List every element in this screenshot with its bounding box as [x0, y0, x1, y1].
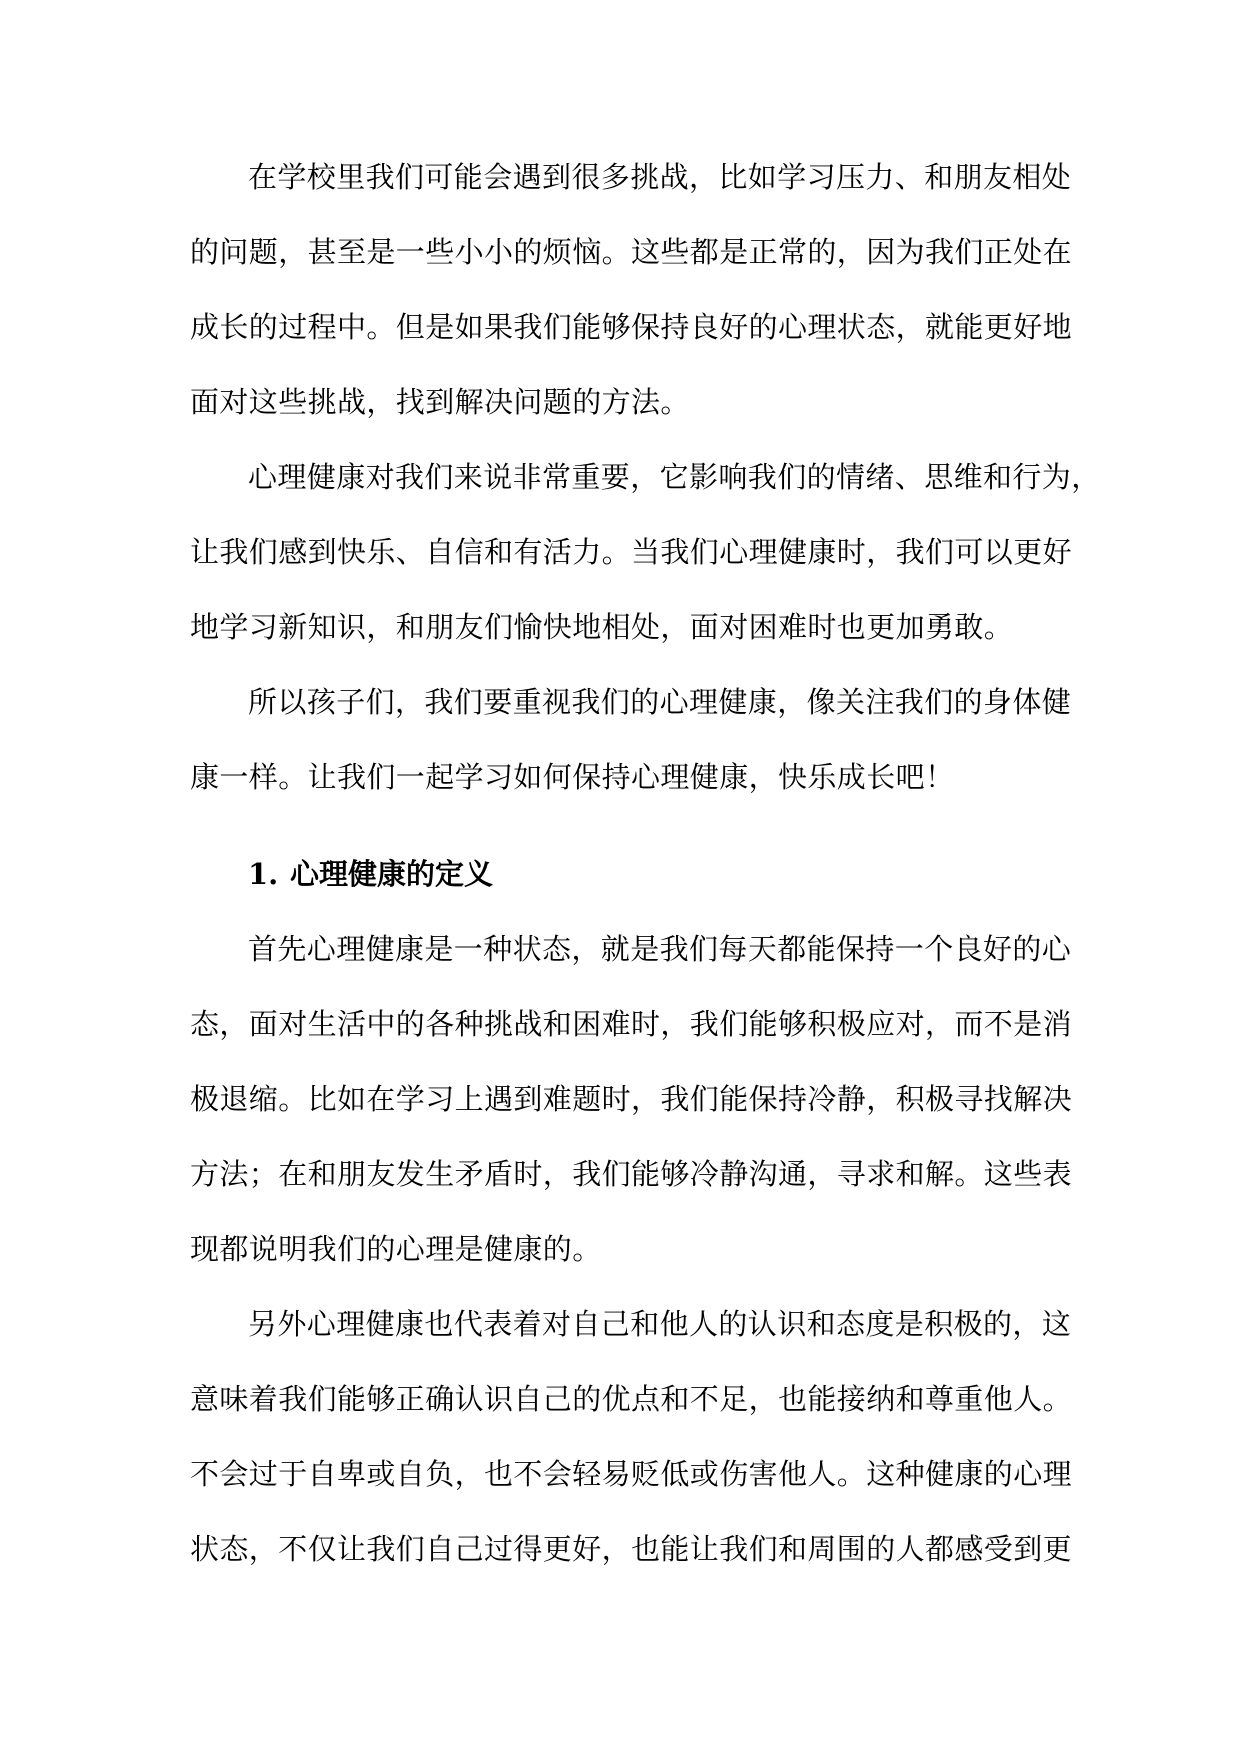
section-number: 1. — [248, 857, 279, 891]
paragraph-line: 首先心理健康是一种状态，就是我们每天都能保持一个良好的心 — [248, 932, 1072, 966]
paragraph-line: 方法；在和朋友发生矛盾时，我们能够冷静沟通，寻求和解。这些表 — [190, 1157, 1073, 1191]
paragraph-line: 所以孩子们，我们要重视我们的心理健康，像关注我们的身体健 — [248, 685, 1072, 719]
paragraph-line: 现都说明我们的心理是健康的。 — [190, 1232, 602, 1266]
paragraph-line: 康一样。让我们一起学习如何保持心理健康，快乐成长吧！ — [190, 760, 955, 794]
paragraph-intro-challenges — [190, 140, 1073, 440]
paragraph-line: 让我们感到快乐、自信和有活力。当我们心理健康时，我们可以更好 — [190, 535, 1073, 569]
paragraph-line: 成长的过程中。但是如果我们能够保持良好的心理状态，就能更好地 — [190, 310, 1073, 344]
paragraph-line: 在学校里我们可能会遇到很多挑战，比如学习压力、和朋友相处 — [248, 160, 1072, 194]
paragraph-conclusion — [190, 665, 1072, 815]
paragraph-line: 意味着我们能够正确认识自己的优点和不足，也能接纳和尊重他人。 — [190, 1382, 1073, 1416]
paragraph-importance — [190, 440, 1101, 665]
paragraph-line: 状态，不仅让我们自己过得更好，也能让我们和周围的人都感受到更 — [190, 1532, 1073, 1566]
paragraph-line: 不会过于自卑或自负，也不会轻易贬低或伤害他人。这种健康的心理 — [190, 1457, 1073, 1491]
section-heading — [190, 837, 1060, 912]
paragraph-line: 的问题，甚至是一些小小的烦恼。这些都是正常的，因为我们正处在 — [190, 235, 1073, 269]
paragraph-attitude — [190, 1287, 1073, 1587]
document-page — [190, 140, 1101, 1587]
paragraph-definition — [190, 912, 1073, 1287]
section-title: 心理健康的定义 — [290, 857, 494, 891]
paragraph-line: 地学习新知识，和朋友们愉快地相处，面对困难时也更加勇敢。 — [190, 610, 1014, 644]
paragraph-line: 另外心理健康也代表着对自己和他人的认识和态度是积极的，这 — [248, 1307, 1072, 1341]
paragraph-line: 态，面对生活中的各种挑战和困难时，我们能够积极应对，而不是消 — [190, 1007, 1073, 1041]
paragraph-line: 极退缩。比如在学习上遇到难题时，我们能保持冷静，积极寻找解决 — [190, 1082, 1073, 1116]
paragraph-line: 心理健康对我们来说非常重要，它影响我们的情绪、思维和行为， — [248, 460, 1101, 494]
paragraph-line: 面对这些挑战，找到解决问题的方法。 — [190, 385, 690, 419]
